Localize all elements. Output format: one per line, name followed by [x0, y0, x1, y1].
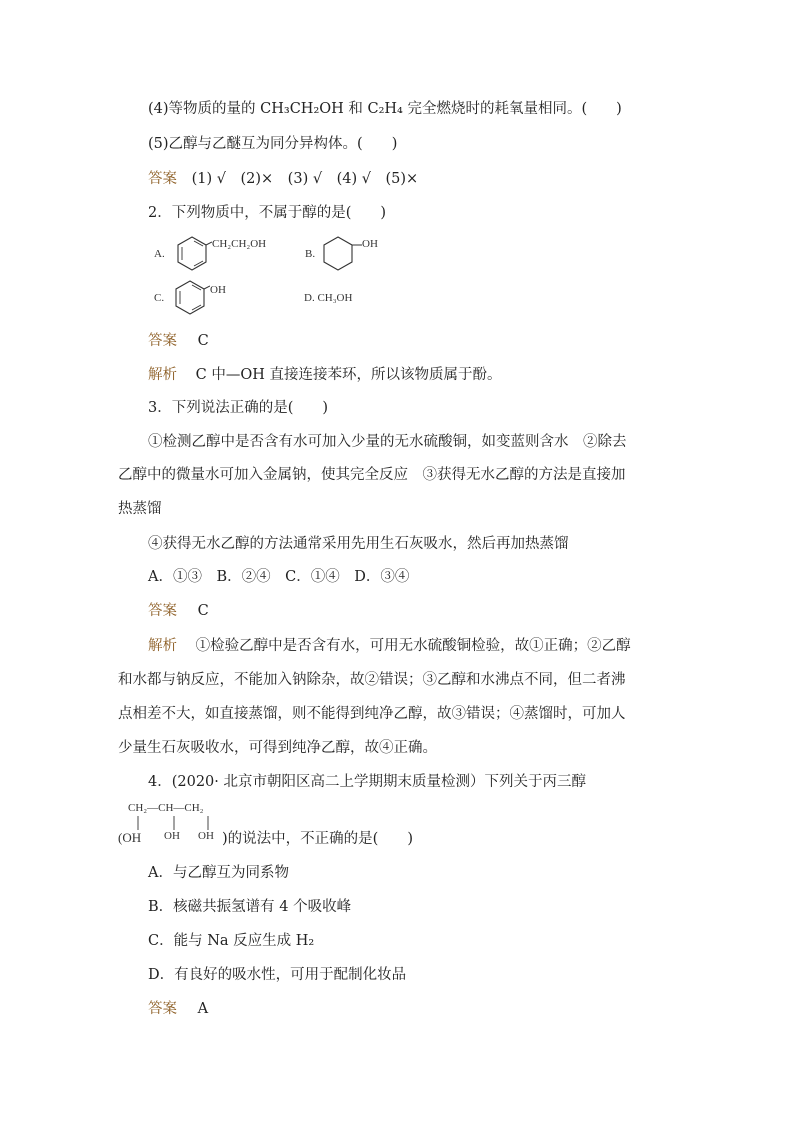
- answer-label: 答案: [148, 603, 177, 619]
- q4-option-c: C．能与 Na 反应生成 H₂: [148, 933, 315, 949]
- answer-label: 答案: [148, 171, 177, 187]
- benzene-ring-icon: [170, 278, 210, 318]
- option-a-substituent: CH₂CH₂OH: [212, 238, 267, 250]
- answer-1: [148, 170, 418, 188]
- option-b-substituent: OH: [362, 238, 378, 250]
- glycerol-oh-right: OH: [198, 830, 214, 842]
- q3-statement-line: 乙醇中的微量水可加入金属钠，使其完全反应 ③获得无水乙醇的方法是直接加: [118, 467, 626, 483]
- q1-item-4: (4)等物质的量的 CH₃CH₂OH 和 C₂H₄ 完全燃烧时的耗氧量相同。( ): [148, 101, 622, 117]
- explanation-text: ①检验乙醇中是否含有水，可用无水硫酸铜检验，故①正确；②乙醇: [195, 638, 631, 654]
- benzene-ring-icon: [172, 234, 212, 274]
- explanation-label: 解析: [148, 367, 177, 383]
- question-4: 4．(2020· 北京市朝阳区高二上学期期末质量检测）下列关于丙三醇: [148, 774, 586, 790]
- explanation-line: 少量生石灰吸收水，可得到纯净乙醇，故④正确。: [118, 740, 437, 756]
- explanation-text: C 中—OH 直接连接苯环，所以该物质属于酚。: [195, 367, 502, 383]
- answer-label: 答案: [148, 1001, 177, 1017]
- answer-4: [148, 1000, 208, 1018]
- q1-item-5: (5)乙醇与乙醚互为同分异构体。( ): [148, 136, 398, 152]
- answer-2: [148, 332, 209, 350]
- glycerol-oh-left: (OH: [118, 830, 142, 845]
- option-c-substituent: OH: [210, 284, 226, 296]
- glycerol-structure: [118, 800, 438, 850]
- answer-label: 答案: [148, 333, 177, 349]
- answer-text: C: [197, 333, 209, 349]
- explanation-3: [148, 637, 631, 655]
- q4-option-d: D．有良好的吸水性，可用于配制化妆品: [148, 967, 407, 983]
- option-d-text: D. CH₃OH: [304, 292, 353, 304]
- explanation-label: 解析: [148, 638, 177, 654]
- glycerol-chain: CH₂—CH—CH₂: [128, 802, 204, 814]
- q3-options: A．①③ B．②④ C．①④ D．③④: [148, 569, 410, 585]
- answer-text: A: [197, 1001, 209, 1017]
- question-4-tail: )的说法中，不正确的是( ): [222, 831, 413, 847]
- explanation-line: 和水都与钠反应，不能加入钠除杂，故②错误；③乙醇和水沸点不同，但二者沸: [118, 672, 626, 688]
- q3-statement-line: ④获得无水乙醇的方法通常采用先用生石灰吸水，然后再加热蒸馏: [148, 536, 569, 552]
- answer-text: (1) √ (2)× (3) √ (4) √ (5)×: [191, 171, 419, 187]
- explanation-2: [148, 366, 501, 384]
- question-3: 3．下列说法正确的是( ): [148, 400, 329, 416]
- answer-3: [148, 602, 209, 620]
- option-c-label: C.: [154, 292, 165, 304]
- q2-options-figure: [150, 232, 410, 322]
- q3-statement-line: ①检测乙醇中是否含有水可加入少量的无水硫酸铜，如变蓝则含水 ②除去: [148, 434, 627, 450]
- answer-text: C: [197, 603, 209, 619]
- q4-option-a: A．与乙醇互为同系物: [148, 865, 289, 881]
- cyclohexane-ring-icon: [318, 234, 364, 274]
- option-a-label: A.: [154, 248, 165, 260]
- option-b-label: B.: [305, 248, 316, 260]
- explanation-line: 点相差不大，如直接蒸馏，则不能得到纯净乙醇，故③错误；④蒸馏时，可加人: [118, 706, 626, 722]
- q4-option-b: B．核磁共振氢谱有 4 个吸收峰: [148, 899, 352, 915]
- q3-statement-line: 热蒸馏: [118, 501, 162, 517]
- glycerol-oh-mid: OH: [164, 830, 180, 842]
- question-2: 2．下列物质中，不属于醇的是( ): [148, 205, 387, 221]
